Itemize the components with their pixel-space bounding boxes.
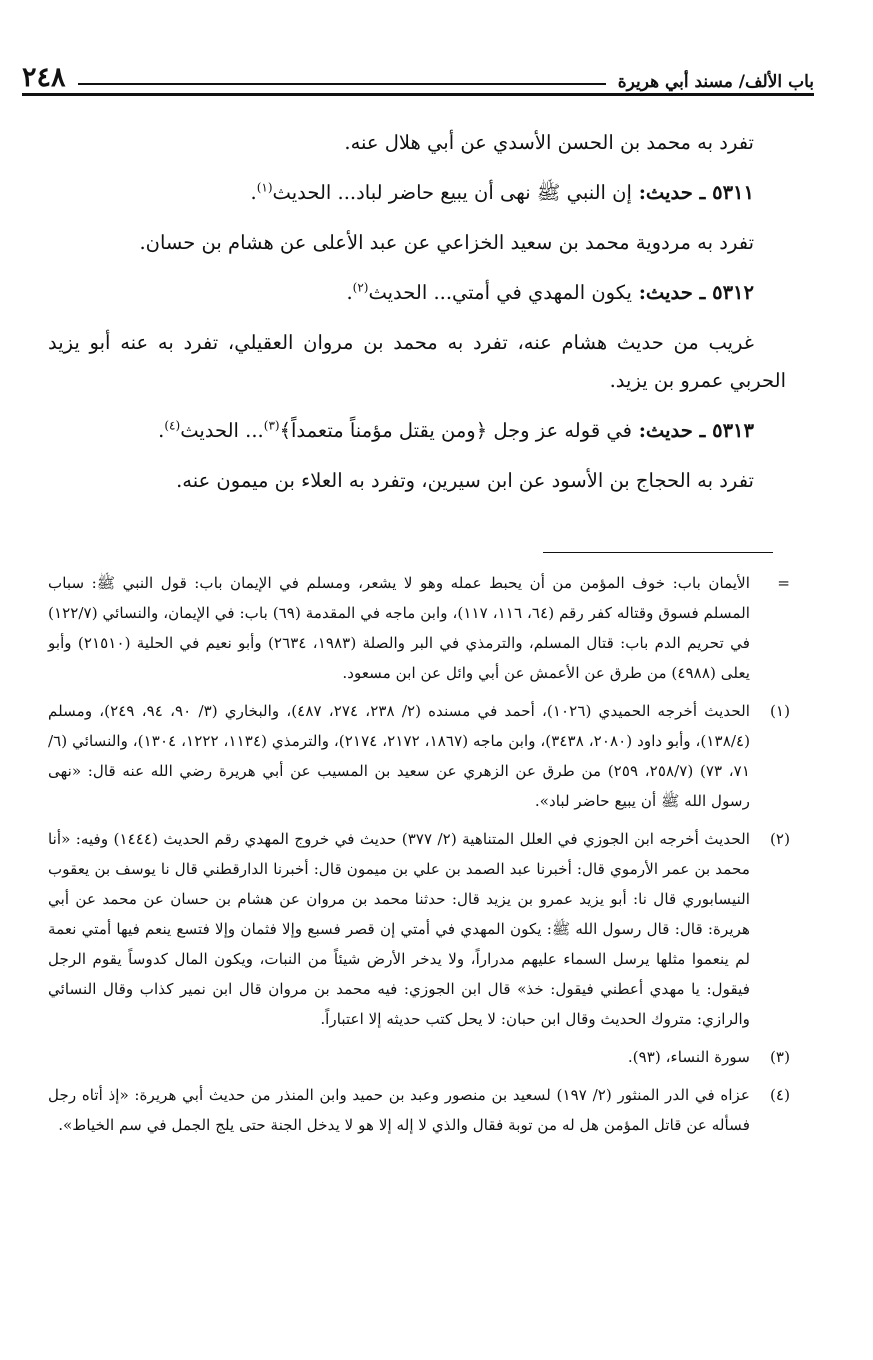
page-number: ٢٤٨	[22, 62, 66, 93]
hadith-5312: ٥٣١٢ ـ حديث: يكون المهدي في أمتي... الحديث$^{(٢)}$.	[346, 280, 754, 304]
footnote-mark: =	[777, 574, 790, 592]
paragraph-3: غريب من حديث هشام عنه، تفرد به محمد بن مروان العقيلي، تفرد به عنه أبو يزيد الحربي عمرو بن يزيد.	[48, 331, 786, 392]
footnote-separator	[543, 552, 773, 553]
paragraph-1: تفرد به محمد بن الحسن الأسدي عن أبي هلال عنه.	[344, 131, 754, 154]
footnote-item	[48, 824, 790, 1034]
hadith-number: ٥٣١٣	[712, 419, 754, 442]
hadith-number: ٥٣١٢	[712, 281, 754, 304]
footnote-text: الحديث أخرجه ابن الجوزي في العلل المتناهية (٢/ ٣٧٧) حديث في خروج المهدي رقم الحديث (١٤٤٤) وفيه: «أنا محمد بن عمر الأرموي قال: أخبرنا عبد الصمد بن علي بن ميمون قال: أخبرنا الدارقطني قال نا يوسف بن يعقوب النيسابوري قال نا: أبو يزيد عمرو بن يزيد قال: حدثنا محمد بن مروان عن هشام بن حسان عن محمد عن أبي هريرة: قال: قال رسول الله ﷺ: يكون المهدي في أمتي إن قصر فسبع وإلا فثمان وإلا فتسع ينعم فيها أمتي نعمة لم ينعموا مثلها يرسل السماء عليهم مدراراً، ولا يدخر الأرض شيئاً من النبات، ويكون المال كدوساً يقوم الرجل فيقول: يا مهدي أعطني فيقول: خذ» قال ابن الجوزي: فيه محمد بن مروان قال ابن نمير كذاب وقال النسائي والرازي: متروك الحديث وقال ابن حبان: لا يحل كتب حديثه إلا اعتباراً.	[48, 830, 751, 1028]
footnote-text: الأيمان باب: خوف المؤمن من أن يحبط عمله وهو لا يشعر، ومسلم في الإيمان باب: قول النبي ﷺ: سباب المسلم فسوق وقتاله كفر رقم (٦٤، ١١٦، ١١٧)، وابن ماجه في المقدمة (٦٩) باب: في الإيمان، والنسائي (١٢٢/٧) في تحريم الدم باب: قتال المسلم، والترمذي في البر والصلة (١٩٨٣، ٢٦٣٤) وأبو نعيم في الحلية (٢١٥١٠) وأبو يعلى (٤٩٨٨) من طرق عن الأعمش عن أبي وائل عن ابن مسعود.	[48, 574, 751, 682]
paragraph-4: تفرد به الحجاج بن الأسود عن ابن سيرين، وتفرد به العلاء بن ميمون عنه.	[176, 469, 754, 492]
footnote-mark: (٢)	[769, 830, 790, 848]
main-text	[48, 124, 786, 512]
footnote-mark: (١)	[769, 702, 790, 720]
footnote-ref: (١)	[256, 180, 273, 195]
footnote-text: عزاه في الدر المنثور (٢/ ١٩٧) لسعيد بن منصور وعبد بن حميد وابن المنذر من حديث أبي هريرة: «إذ أتاه رجل فسأله عن قاتل المؤمن هل له من توبة فقال والذي لا إله إلا هو لا يدخل الجنة حتى يلج الجمل في سم الخياط».	[48, 1086, 750, 1134]
hadith-text: في قوله عز وجل ﴿ومن يقتل مؤمناً متعمداً﴾	[279, 419, 632, 442]
footnote-ref: (٤)	[164, 418, 181, 433]
hadith-label: حديث	[645, 181, 693, 204]
hadith-text: يكون المهدي في أمتي... الحديث	[368, 281, 632, 304]
paragraph-2: تفرد به مردوية محمد بن سعيد الخزاعي عن عبد الأعلى عن هشام بن حسان.	[139, 231, 754, 254]
hadith-text-continued: ... الحديث	[180, 419, 264, 442]
hadith-label: حديث	[645, 281, 693, 304]
footnote-item	[48, 696, 790, 816]
page-header	[22, 55, 814, 93]
running-title: باب الألف/ مسند أبي هريرة	[617, 72, 814, 92]
hadith-number: ٥٣١١	[712, 181, 754, 204]
header-divider	[22, 93, 814, 96]
hadith-label: حديث	[645, 419, 693, 442]
footnote-item	[48, 1042, 790, 1072]
hadith-5313: ٥٣١٣ ـ حديث: في قوله عز وجل ﴿ومن يقتل مؤمناً متعمداً﴾$^{(٣)}$... الحديث$^{(٤)}$.	[158, 418, 754, 442]
header-rule	[78, 83, 606, 85]
footnotes	[48, 568, 790, 1148]
footnote-ref: (٢)	[352, 280, 369, 295]
footnote-item	[48, 1080, 790, 1140]
hadith-text: إن النبي ﷺ نهى أن يبيع حاضر لباد... الحديث	[272, 181, 632, 204]
footnote-item	[48, 568, 790, 688]
footnote-ref: (٣)	[263, 418, 280, 433]
footnote-text: سورة النساء، (٩٣).	[627, 1048, 750, 1066]
hadith-5311: ٥٣١١ ـ حديث: إن النبي ﷺ نهى أن يبيع حاضر لباد... الحديث$^{(١)}$.	[250, 180, 754, 204]
footnote-mark: (٣)	[769, 1048, 790, 1066]
footnote-mark: (٤)	[769, 1086, 790, 1104]
footnote-text: الحديث أخرجه الحميدي (١٠٢٦)، أحمد في مسنده (٢/ ٢٣٨، ٢٧٤، ٤٨٧)، والبخاري (٣/ ٩٠، ٩٤، ٢٤٩)، ومسلم (١٣٨/٤)، وأبو داود (٢٠٨٠، ٣٤٣٨)، وابن ماجه (١٨٦٧، ٢١٧٢، ٢١٧٤)، والترمذي (١١٣٤، ١٢٢٢، ١٣٠٤)، والنسائي (٦/ ٧١، ٧٣) (٢٥٨/٧، ٢٥٩) من طرق عن الزهري عن سعيد بن المسيب عن أبي هريرة رضي الله عنه قال: «نهى رسول الله ﷺ أن يبيع حاضر لباد».	[48, 702, 751, 810]
